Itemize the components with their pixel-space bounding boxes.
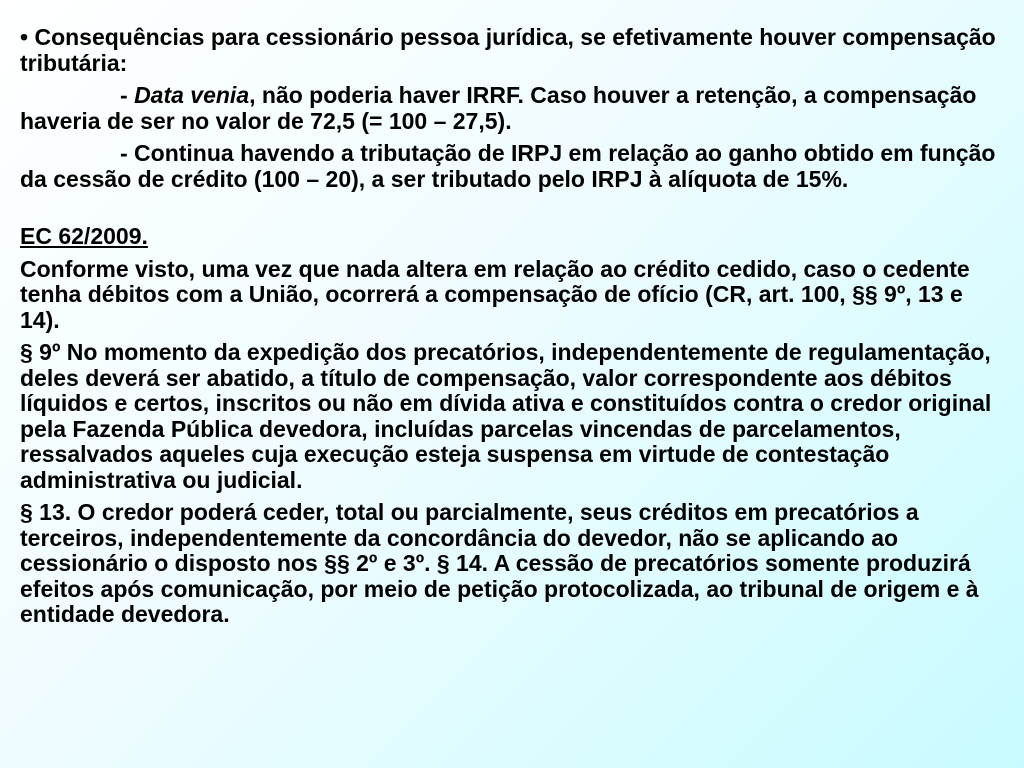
bullet-marker: • bbox=[20, 24, 35, 50]
paragraph-conforme-visto: Conforme visto, uma vez que nada altera em relação ao crédito cedido, caso o cedente tenha débitos com a União, ocorrerá a compensação de ofício (CR, art. 100, §§ 9º, 13 e 14). bbox=[20, 255, 970, 333]
item-dash: - bbox=[120, 82, 135, 108]
item-data-venia-text: , não poderia haver IRRF. Caso houver a retenção, a compensação haveria de ser no valor de 72,5 (= 100 – 27,5). bbox=[20, 82, 977, 134]
paragraph-paragrafo-9: § 9º No momento da expedição dos precatórios, independentemente de regulamentação, deles deverá ser abatido, a título de compensação, valor correspondente aos débitos líquidos e certos, inscritos ou não em dívida ativa e constituídos contra o credor original pela Fazenda Pública devedora, incluídas parcelas vincendas de parcelamentos, ressalvados aqueles cuja execução esteja suspensa em virtude de contestação administrativa ou judicial. bbox=[20, 339, 992, 493]
paragraph-paragrafo-13-14: § 13. O credor poderá ceder, total ou parcialmente, seus créditos em precatórios a terceiros, independentemente da concordância do devedor, não se aplicando ao cessionário o disposto nos §§ 2º e 3º. § 14. A cessão de precatórios somente produzirá efeitos após comunicação, por meio de petição protocolizada, ao tribunal de origem e à entidade devedora. bbox=[20, 499, 979, 627]
slide-content bbox=[20, 25, 1000, 628]
item-tributacao-irpj bbox=[20, 141, 1000, 192]
section-heading: EC 62/2009. bbox=[20, 223, 148, 249]
item-data-venia bbox=[20, 83, 1000, 134]
item-tributacao-text: - Continua havendo a tributação de IRPJ em relação ao ganho obtido em função da cessão de crédito (100 – 20), a ser tributado pelo IRPJ à alíquota de 15%. bbox=[20, 140, 996, 192]
bullet-text: Consequências para cessionário pessoa jurídica, se efetivamente houver compensação tributária: bbox=[20, 24, 996, 76]
italic-term: Data venia bbox=[134, 82, 250, 108]
bullet-consequencias bbox=[20, 25, 1000, 76]
